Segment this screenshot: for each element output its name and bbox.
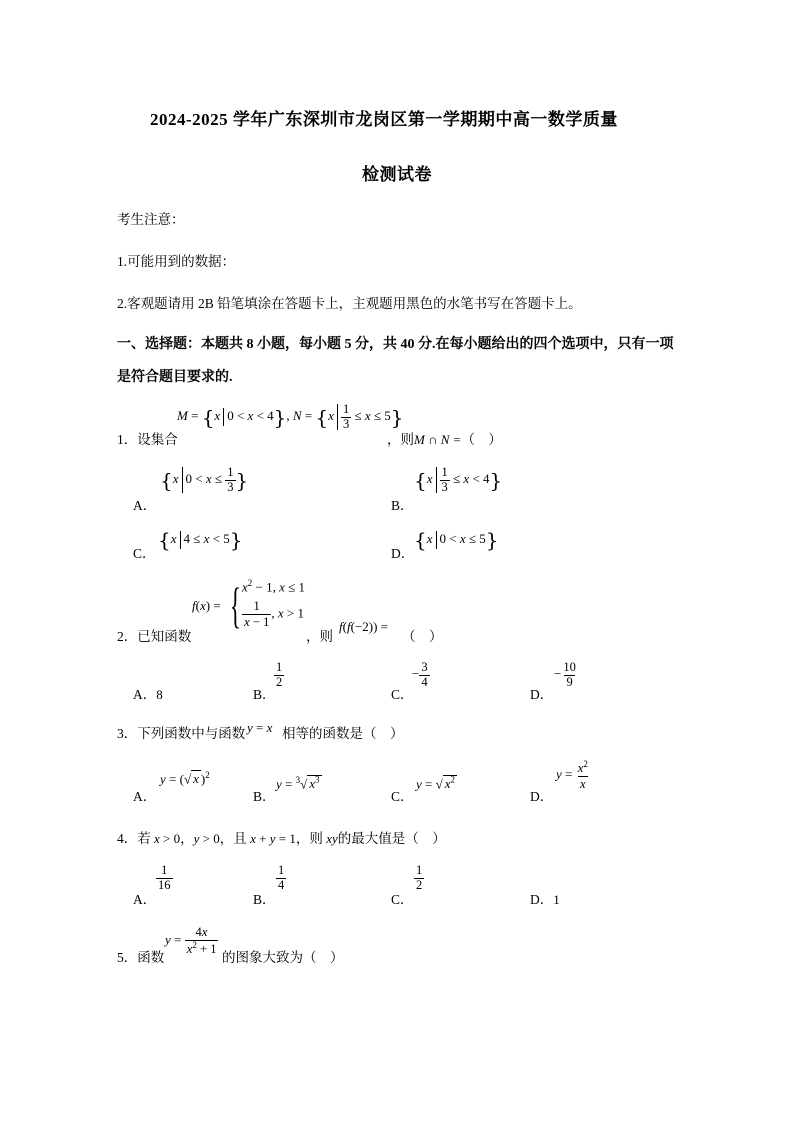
question-stem-prefix: 函数 bbox=[137, 950, 165, 965]
option-3c-formula: y = √ $x^2$ bbox=[416, 775, 456, 792]
option-label: D． bbox=[391, 546, 415, 561]
option-label: C． bbox=[133, 546, 156, 561]
question-number: 3． bbox=[117, 726, 138, 741]
question-ask: M ∩ N = bbox=[414, 432, 462, 447]
option-3a-formula: y = (√ x )$^2$ bbox=[160, 770, 210, 787]
option-1d-formula: {x 0 < x ≤ 5} bbox=[414, 528, 499, 552]
option-3b-formula: y = $^3$√ $x^3$ bbox=[276, 775, 320, 792]
option-4a-formula: $\frac{1}{16}$ bbox=[158, 863, 171, 892]
section-heading-line-2: 是符合题目要求的. bbox=[117, 370, 233, 385]
question-stem-suffix: 的图象大致为（ ） bbox=[222, 950, 344, 965]
document-title-line-2: 检测试卷 bbox=[362, 165, 432, 184]
question-3-formula: y = x bbox=[247, 720, 273, 735]
question-stem-prefix: 设集合 bbox=[137, 432, 178, 447]
notice-item-2: 2.客观题请用 2B 铅笔填涂在答题卡上，主观题用黑色的水笔书写在答题卡上。 bbox=[117, 296, 582, 311]
option-label: A． bbox=[133, 789, 157, 804]
question-number: 4． bbox=[117, 831, 138, 846]
option-4b-formula: $\frac{1}{4}$ bbox=[278, 863, 285, 892]
option-label: A． bbox=[133, 687, 157, 702]
option-label: A． bbox=[133, 498, 157, 513]
option-label: C． bbox=[391, 892, 414, 907]
notice-item-1: 1.可能用到的数据： bbox=[117, 254, 236, 269]
option-1a-formula: {x 0 < x ≤ $\frac{1}{3}$ } bbox=[160, 465, 249, 494]
question-1-formula: M = {x 0 < x < 4}, N = {x $\frac{1}{3}$ ≤ x ≤ 5} bbox=[177, 402, 404, 431]
option-label: C． bbox=[391, 789, 414, 804]
option-label: B． bbox=[253, 789, 276, 804]
question-stem-suffix: ，则 bbox=[387, 432, 414, 447]
option-label: D． bbox=[530, 892, 554, 907]
question-stem-prefix: 已知函数 bbox=[137, 629, 192, 644]
question-stem-suffix: ，则 bbox=[306, 629, 333, 644]
option-1c-formula: {x 4 ≤ x < 5} bbox=[158, 528, 243, 552]
option-label: A． bbox=[133, 892, 157, 907]
option-2b-formula: $\frac{1}{2}$ bbox=[276, 660, 283, 689]
question-number: 5． bbox=[117, 950, 138, 965]
option-1b-formula: {x $\frac{1}{3}$ ≤ x < 4} bbox=[414, 465, 503, 494]
question-5-formula: y = $\frac{4x}{x^2 + 1}$ bbox=[165, 924, 217, 956]
option-2c-formula: − $\frac{3}{4}$ bbox=[412, 660, 428, 689]
question-stem-prefix: 下列函数中与函数 bbox=[137, 726, 246, 741]
option-2d-formula: − $\frac{10}{9}$ bbox=[554, 660, 576, 689]
question-stem-suffix: 的最大值是（ ） bbox=[337, 831, 446, 846]
answer-paren: （ ） bbox=[461, 432, 502, 447]
option-value: 8 bbox=[156, 687, 163, 702]
option-label: C． bbox=[391, 687, 414, 702]
question-number: 2． bbox=[117, 629, 138, 644]
option-3d-formula: y = $\frac{x^2}{x}$ bbox=[556, 759, 588, 791]
document-title-line-1: 2024-2025 学年广东深圳市龙岗区第一学期期中高一数学质量 bbox=[150, 110, 618, 129]
question-stem-prefix: 若 bbox=[137, 831, 151, 846]
question-number: 1． bbox=[117, 432, 138, 447]
notice-heading: 考生注意： bbox=[117, 212, 185, 227]
option-label: D． bbox=[530, 687, 554, 702]
section-heading-line-1: 一、选择题：本题共 8 小题，每小题 5 分，共 40 分.在每小题给出的四个选项中，只有一项 bbox=[117, 337, 674, 352]
option-label: B． bbox=[391, 498, 414, 513]
option-value: 1 bbox=[553, 892, 560, 907]
question-2-ask: f(f(−2)) = bbox=[339, 619, 388, 634]
option-label: B． bbox=[253, 892, 276, 907]
question-stem-suffix: 相等的函数是（ ） bbox=[282, 726, 404, 741]
option-label: B． bbox=[253, 687, 276, 702]
answer-paren: （ ） bbox=[402, 629, 443, 644]
option-label: D． bbox=[530, 789, 554, 804]
option-4c-formula: $\frac{1}{2}$ bbox=[416, 863, 423, 892]
